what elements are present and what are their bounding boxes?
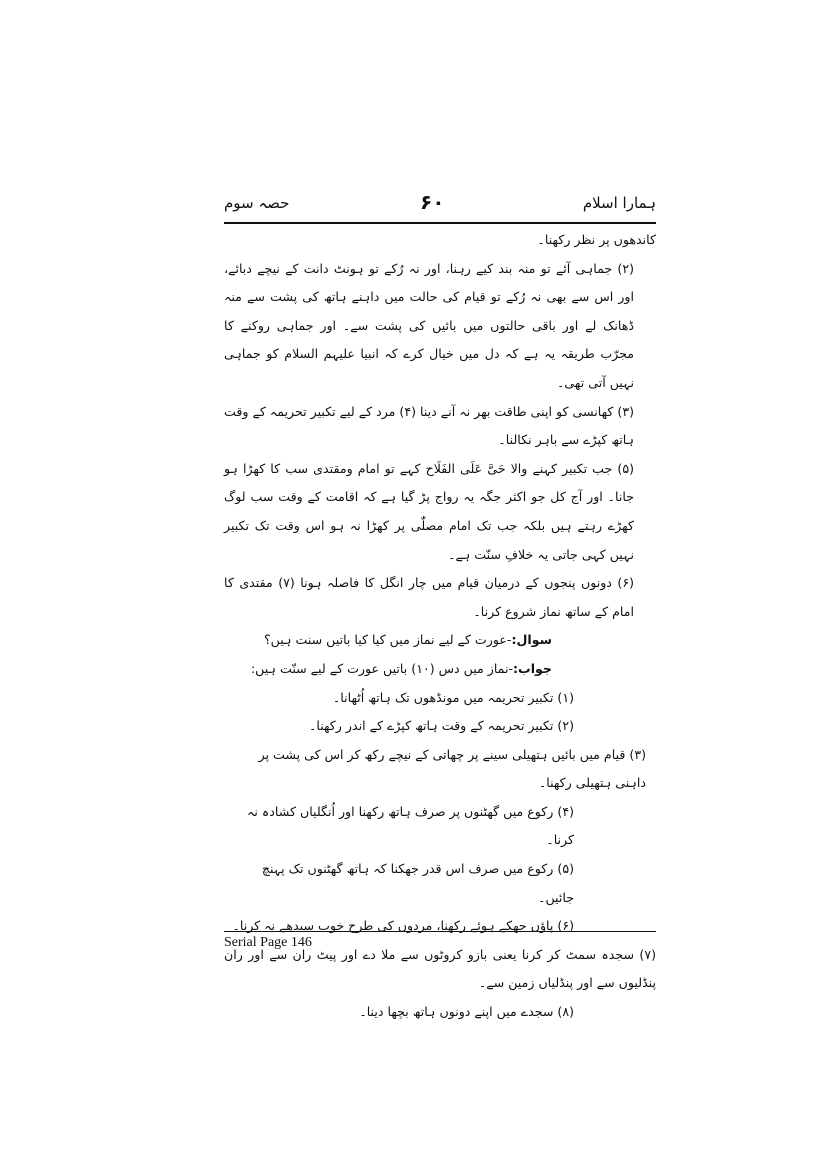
part-label: حصہ سوم: [224, 194, 290, 212]
header-rule: [224, 222, 656, 224]
serial-page-footer: Serial Page 146: [224, 935, 312, 950]
question: [224, 626, 656, 655]
book-title: ہمارا اسلام: [582, 194, 656, 212]
answer-text: -نماز میں دس (۱۰) باتیں عورت کے لیے سنّت ہیں:: [250, 660, 514, 676]
question-text: -عورت کے لیے نماز میں کیا کیا باتیں سنت ہیں؟: [264, 632, 512, 648]
paragraph: (۲) جماہی آئے تو منہ بند کیے رہنا، اور نہ رُکے تو ہونٹ دانت کے نیچے دبائے، اور اس سے بھی نہ رُکے تو قیام کی حالت میں داہنے ہاتھ کی پشت سے منہ ڈھانک لے اور باقی حالتوں میں بائیں کی پشت سے۔ اور جماہی روکنے کا مجرّب طریقہ یہ ہے کہ دل میں خیال کرے کہ انبیا علیہم السلام کو جماہی نہیں آتی تھی۔: [224, 260, 634, 390]
answer: [224, 655, 656, 684]
question-label: سوال:: [511, 632, 552, 648]
list-item: (۷) سجدہ سمٹ کر کرنا یعنی بازو کروٹوں سے ملا دے اور پیٹ ران سے اور ران پنڈلیوں سے اور پنڈلیاں زمین سے۔: [224, 946, 656, 991]
paragraph: (۳) کھانسی کو اپنی طاقت بھر نہ آنے دینا (۴) مرد کے لیے تکبیر تحریمہ کے وقت ہاتھ کپڑے سے باہر نکالنا۔: [224, 403, 634, 448]
list-item: (۱) تکبیر تحریمہ میں مونڈھوں تک ہاتھ اُٹھانا۔: [332, 689, 574, 705]
page-header: [224, 190, 656, 220]
answer-label: جواب:: [513, 660, 552, 676]
list-item: (۶) پاؤں جھکے ہوئے رکھنا، مردوں کی طرح خوب سیدھے نہ کرنا۔: [232, 918, 574, 934]
list-item: (۸) سجدے میں اپنے دونوں ہاتھ بچھا دینا۔: [359, 1004, 574, 1020]
list-item: (۲) تکبیر تحریمہ کے وقت ہاتھ کپڑے کے اندر رکھنا۔: [308, 718, 574, 734]
list-item: (۵) رکوع میں صرف اس قدر جھکنا کہ ہاتھ گھٹنوں تک پہنچ جائیں۔: [261, 861, 574, 905]
paragraph: (۵) جب تکبیر کہنے والا حَیَّ عَلَی الفَلَاح کہے تو امام ومقتدی سب کا کھڑا ہو جانا۔ اور آج کل جو اکثر جگہ یہ رواج پڑ گیا ہے کہ اقامت کے وقت سب لوگ کھڑے رہتے ہیں بلکہ جب تک امام مصلّٰی پر کھڑا نہ ہو اس وقت تک تکبیر نہیں کہی جاتی یہ خلافِ سنّت ہے۔: [224, 460, 634, 562]
page-body: [224, 226, 656, 1027]
paragraph: کاندھوں پر نظر رکھنا۔: [537, 232, 656, 247]
page-number: ۶۰: [420, 190, 445, 214]
list-item: (۳) قیام میں بائیں ہتھیلی سینے پر چھاتی کے نیچے رکھ کر اس کی پشت پر داہنی ہتھیلی رکھنا۔: [258, 746, 646, 791]
paragraph: (۶) دونوں پنجوں کے درمیان قیام میں چار انگل کا فاصلہ ہونا (۷) مقتدی کا امام کے ساتھ نماز شروع کرنا۔: [224, 575, 634, 619]
list-item: (۴) رکوع میں گھٹنوں پر صرف ہاتھ رکھنا اور اُنگلیاں کشادہ نہ کرنا۔: [247, 803, 574, 848]
footer-rule: [224, 931, 656, 932]
